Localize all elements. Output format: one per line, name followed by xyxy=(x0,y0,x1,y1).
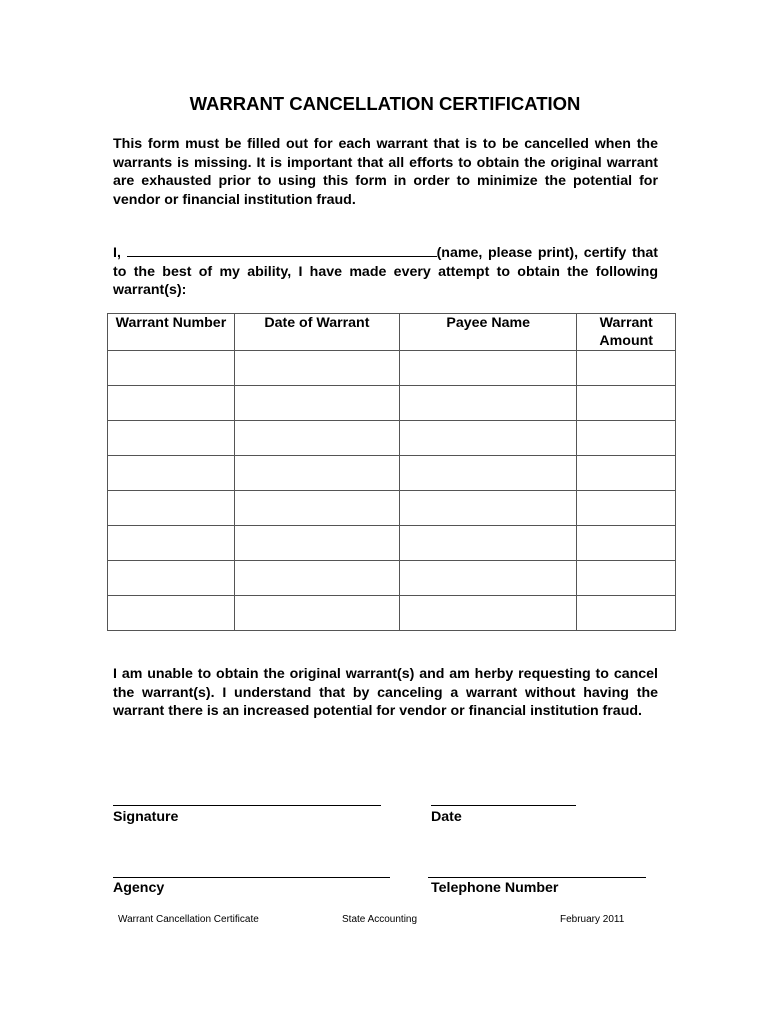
warrant-table xyxy=(107,313,676,631)
cell-warrant-number[interactable] xyxy=(108,351,235,386)
cell-date[interactable] xyxy=(234,351,399,386)
intro-paragraph: This form must be filled out for each warrant that is to be cancelled when the warrants is missing. It is important that all efforts to obtain the original warrant are exhausted prior to using this form in order to minimize the potential for vendor or financial institution fraud. xyxy=(113,136,658,208)
telephone-line[interactable] xyxy=(428,877,646,878)
cell-amount[interactable] xyxy=(577,386,676,421)
cell-warrant-number[interactable] xyxy=(108,386,235,421)
table-row xyxy=(108,456,676,491)
header-date-of-warrant: Date of Warrant xyxy=(234,314,399,351)
header-warrant-number: Warrant Number xyxy=(108,314,235,351)
date-line[interactable] xyxy=(431,805,576,806)
agency-line[interactable] xyxy=(113,877,390,878)
cell-date[interactable] xyxy=(234,491,399,526)
cell-warrant-number[interactable] xyxy=(108,491,235,526)
cell-amount[interactable] xyxy=(577,421,676,456)
table-row xyxy=(108,491,676,526)
cell-payee-name[interactable] xyxy=(399,561,576,596)
footer-left: Warrant Cancellation Certificate xyxy=(118,914,259,925)
cell-amount[interactable] xyxy=(577,456,676,491)
cell-payee-name[interactable] xyxy=(399,491,576,526)
cell-date[interactable] xyxy=(234,386,399,421)
cell-date[interactable] xyxy=(234,456,399,491)
table-row xyxy=(108,596,676,631)
name-input-line[interactable] xyxy=(127,242,437,257)
table-row xyxy=(108,386,676,421)
certify-paragraph xyxy=(113,242,658,300)
header-warrant-amount: Warrant Amount xyxy=(577,314,676,351)
cell-amount[interactable] xyxy=(577,526,676,561)
footer-right: February 2011 xyxy=(560,914,625,925)
cell-warrant-number[interactable] xyxy=(108,561,235,596)
telephone-label: Telephone Number xyxy=(431,880,559,896)
request-paragraph: I am unable to obtain the original warrant(s) and am herby requesting to cancel the warrant(s). I understand that by canceling a warrant without having the warrant there is an increased potential for vendor or financial institution fraud. xyxy=(113,666,658,719)
signature-label: Signature xyxy=(113,809,179,825)
table-row xyxy=(108,351,676,386)
cell-payee-name[interactable] xyxy=(399,386,576,421)
cell-date[interactable] xyxy=(234,526,399,561)
cell-payee-name[interactable] xyxy=(399,596,576,631)
table-row xyxy=(108,421,676,456)
cell-warrant-number[interactable] xyxy=(108,596,235,631)
table-row xyxy=(108,526,676,561)
table-row xyxy=(108,561,676,596)
cell-date[interactable] xyxy=(234,561,399,596)
cell-date[interactable] xyxy=(234,596,399,631)
header-payee-name: Payee Name xyxy=(399,314,576,351)
page-title: WARRANT CANCELLATION CERTIFICATION xyxy=(189,93,581,114)
cell-warrant-number[interactable] xyxy=(108,421,235,456)
cell-amount[interactable] xyxy=(577,491,676,526)
certify-rest: that to the best of my ability, I have made every attempt to obtain the following warrant(s): xyxy=(113,245,658,298)
cell-payee-name[interactable] xyxy=(399,456,576,491)
footer-center: State Accounting xyxy=(342,914,418,925)
cell-date[interactable] xyxy=(234,421,399,456)
cell-payee-name[interactable] xyxy=(399,351,576,386)
cell-warrant-number[interactable] xyxy=(108,456,235,491)
certify-prefix: I, xyxy=(113,245,121,261)
signature-line[interactable] xyxy=(113,805,381,806)
cell-amount[interactable] xyxy=(577,561,676,596)
cell-payee-name[interactable] xyxy=(399,526,576,561)
cell-amount[interactable] xyxy=(577,351,676,386)
cell-payee-name[interactable] xyxy=(399,421,576,456)
certify-suffix: (name, please print), certify xyxy=(436,245,627,261)
date-label: Date xyxy=(431,809,462,825)
cell-warrant-number[interactable] xyxy=(108,526,235,561)
agency-label: Agency xyxy=(113,880,165,896)
cell-amount[interactable] xyxy=(577,596,676,631)
